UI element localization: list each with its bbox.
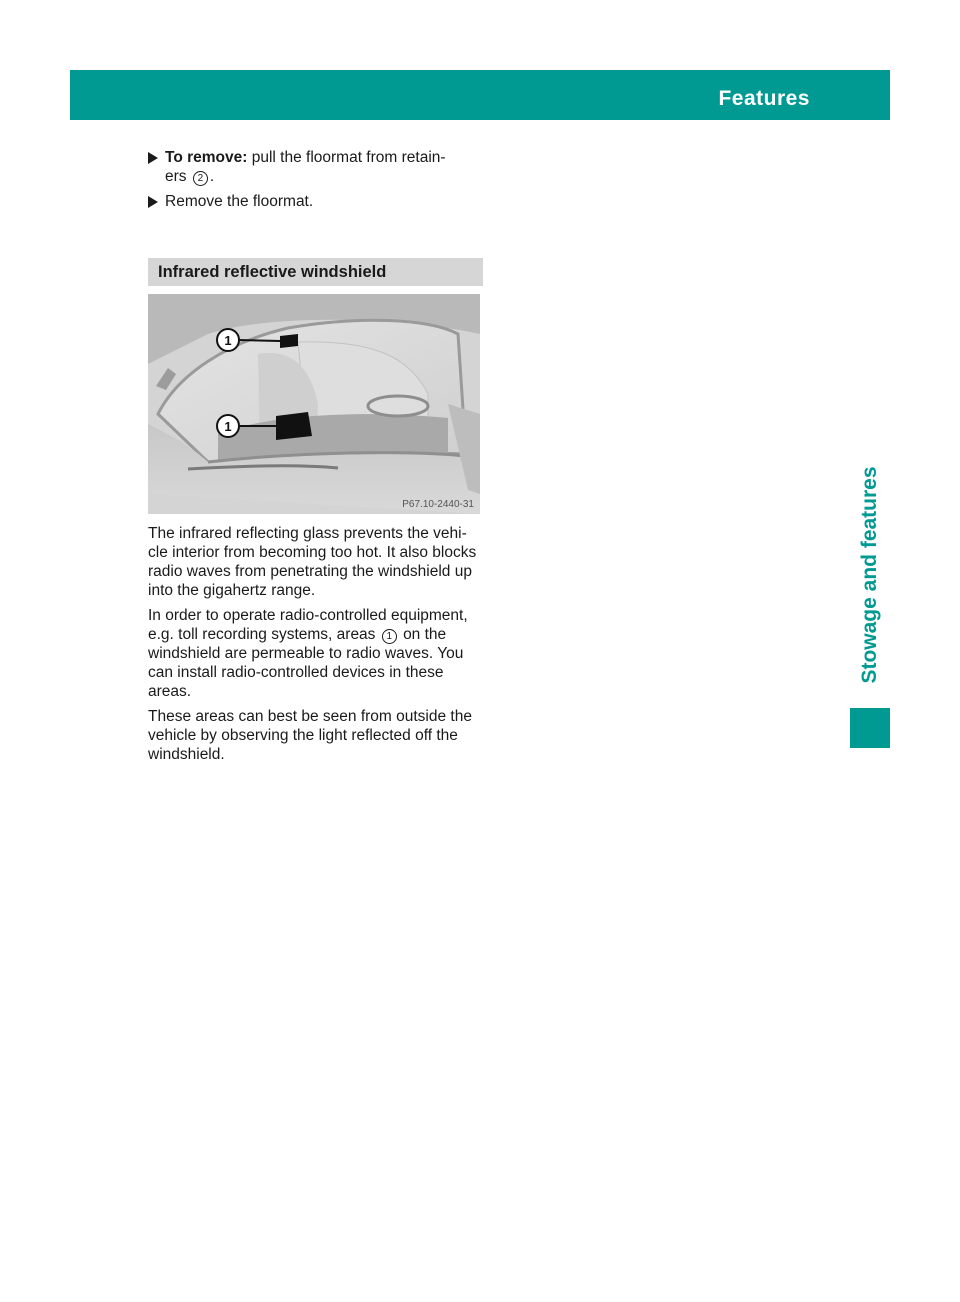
windshield-figure — [148, 294, 480, 514]
paragraph: The infrared reflecting glass prevents the vehi- cle interior from becoming too hot. It also blocks radio waves from penetrating the windshield up into the gigahertz range. — [148, 525, 477, 599]
paragraph-text: In order to operate radio-controlled equipment, e.g. toll recording systems, areas — [148, 607, 468, 643]
step-text: pull the floormat from retain- ers — [165, 149, 446, 185]
page-header — [70, 70, 949, 120]
side-chapter-label: Stowage and features — [858, 466, 881, 684]
step-arrow-icon — [148, 152, 158, 164]
windshield-illustration — [148, 294, 480, 514]
step-text: Remove the floormat. — [165, 193, 314, 210]
main-column — [148, 148, 483, 764]
callout-1-icon: 1 — [382, 629, 397, 644]
step-label: To remove: — [165, 149, 248, 166]
paragraph-text-end: on the windshield are permeable to radio waves. You can install radio-controlled devices in these areas. — [148, 626, 464, 700]
figure-code: P67.10-2440-31 — [402, 499, 474, 510]
callout-2-icon: 2 — [193, 171, 208, 186]
callout-top-label: 1 — [224, 333, 232, 348]
paragraph — [148, 606, 483, 701]
step-text-end: . — [209, 168, 215, 185]
step-arrow-icon — [148, 196, 158, 208]
side-chapter-marker — [850, 708, 890, 748]
page-number: 311 — [916, 90, 949, 110]
section-heading: Infrared reflective windshield — [148, 258, 483, 286]
paragraph: These areas can best be seen from outside the vehicle by observing the light reflected off the windshield. — [148, 708, 472, 763]
callout-bottom-label: 1 — [224, 419, 232, 434]
side-chapter-tab — [850, 440, 890, 710]
instruction-step — [148, 192, 483, 211]
instruction-step — [148, 148, 483, 186]
header-section-title: Features — [718, 87, 810, 110]
